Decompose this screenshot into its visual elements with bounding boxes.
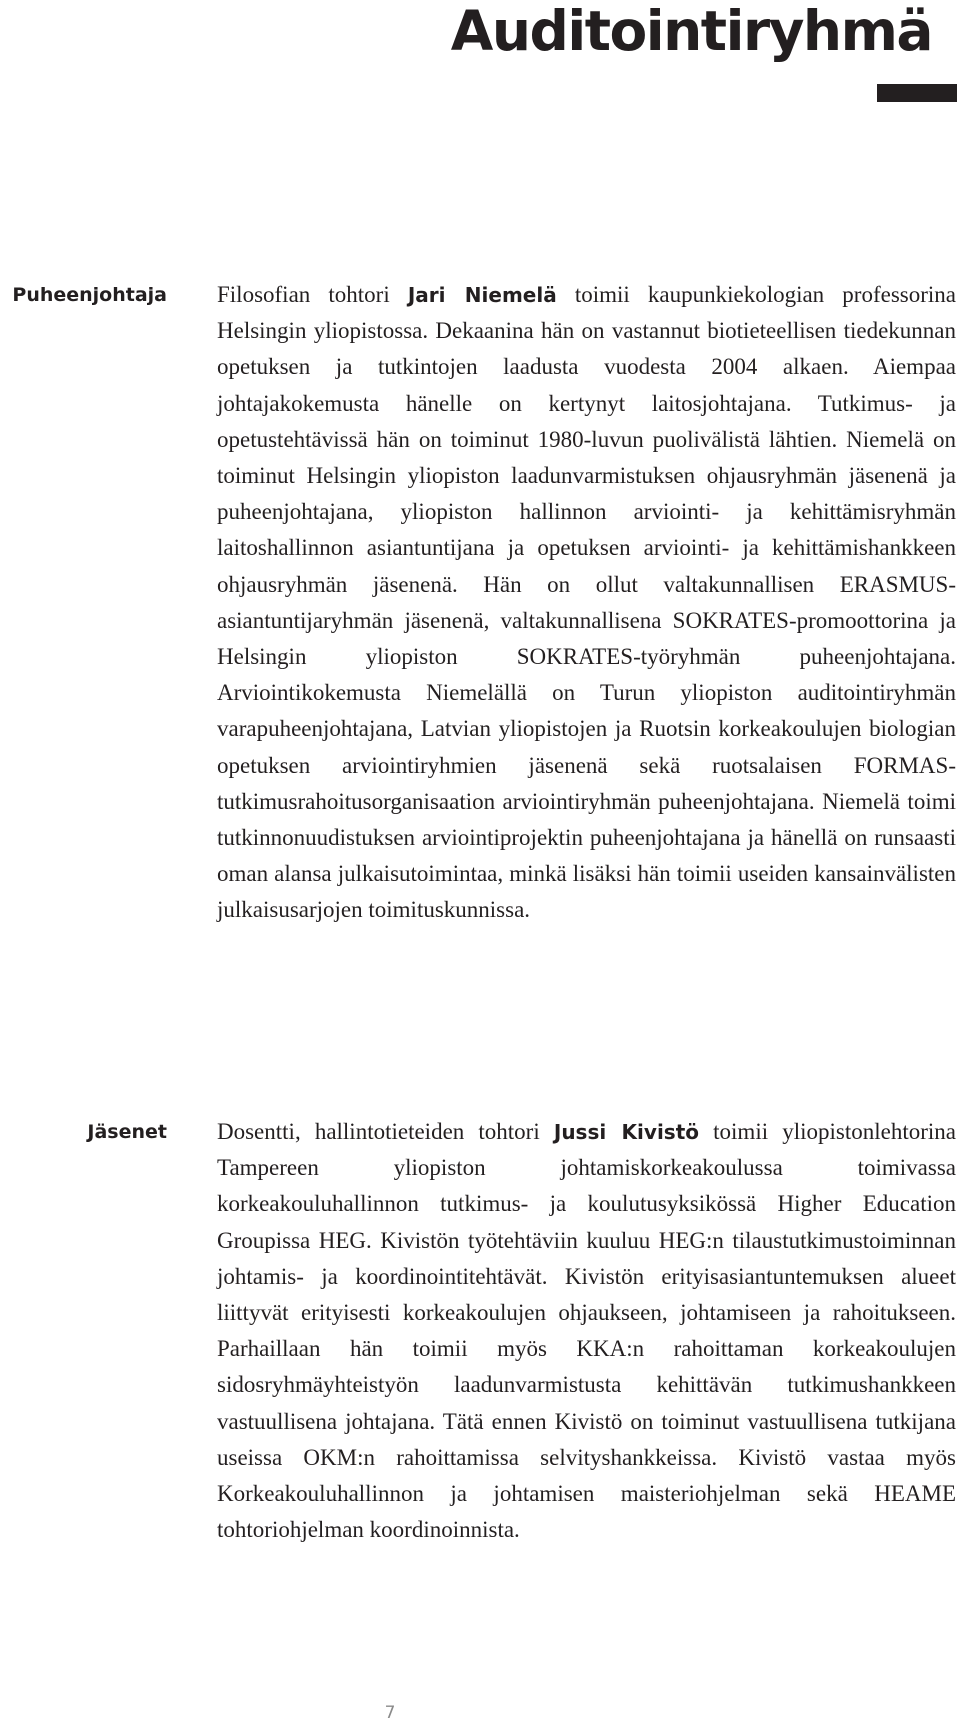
member-bio-text: toimii yliopistonlehtorina Tampereen yliopiston johtamiskorkeakoulussa toimivassa korkeakouluhallinnon tutkimus- ja koulutusyksikössä Higher Education Groupissa HEG. Kivistön työtehtäviin kuuluu HEG:n tilaustutkimustoiminnan johtamis- ja koordinointitehtävät. Kivistön erityisasiantuntemuksen alueet liittyvät erityisesti korkeakoulujen ohjaukseen, johtamiseen ja rahoitukseen. Parhaillaan hän toimii myös KKA:n rahoittaman korkeakoulujen sidosryhmäyhteistyön laadunvarmistusta kehittävän tutkimushankkeen vastuullisena johtajana. Tätä ennen Kivistö on toiminut vastuullisena tutkijana useissa OKM:n rahoittamissa selvityshankkeissa. Kivistö vastaa myös Korkeakouluhallinnon ja johtamisen maisteriohjelman sekä HEAME tohtoriohjelman koordinoinnista. (217, 1119, 956, 1543)
page-title: Auditointiryhmä (450, 0, 932, 63)
member-name: Jussi Kivistö (553, 1120, 700, 1144)
section-label-chair: Puheenjohtaja (12, 284, 167, 306)
chair-name: Jari Niemelä (407, 283, 557, 307)
chair-bio-text: toimii kaupunkiekologian professorina Helsingin yliopistossa. Dekaanina hän on vastannut biotieteellisen tiedekunnan opetuksen ja tutkintojen laadusta vuodesta 2004 alkaen. Aiempaa johtajakokemusta hänelle on kertynyt laitosjohtajana. Tutkimus- ja opetustehtävissä hän on toiminut 1980-luvun puolivälistä lähtien. Niemelä on toiminut Helsingin yliopiston laadunvarmistuksen ohjausryhmän jäsenenä ja puheenjohtajana, yliopiston hallinnon arviointi- ja kehittämisryhmän laitoshallinnon asiantuntijana ja opetuksen arviointi- ja kehittämishankkeen ohjausryhmän jäsenenä. Hän on ollut valtakunnallisen ERASMUS-asiantuntijaryhmän jäsenenä, valtakunnallisena SOKRATES-promoottorina ja Helsingin yliopiston SOKRATES-työryhmän puheenjohtajana. Arviointikokemusta Niemelällä on Turun yliopiston auditointiryhmän varapuheenjohtajana, Latvian yliopistojen ja Ruotsin korkeakoulujen biologian opetuksen arviointiryhmien jäsenenä sekä ruotsalaisen FORMAS-tutkimusrahoitusorganisaation arviointiryhmän puheenjohtajana. Niemelä toimi tutkinnonuudistuksen arviointiprojektin puheenjohtajana ja hänellä on runsaasti oman alansa julkaisutoimintaa, minkä lisäksi hän toimii useiden kansainvälisten julkaisusarjojen toimituskunnissa. (217, 282, 956, 923)
member-bio (217, 1114, 956, 1548)
title-accent-bar (877, 84, 957, 102)
member-bio-intro: Dosentti, hallintotieteiden tohtori (217, 1119, 554, 1144)
chair-bio (217, 277, 956, 929)
chair-bio-intro: Filosofian tohtori (217, 282, 408, 307)
section-label-members: Jäsenet (87, 1121, 167, 1143)
page-number: 7 (384, 1703, 396, 1723)
